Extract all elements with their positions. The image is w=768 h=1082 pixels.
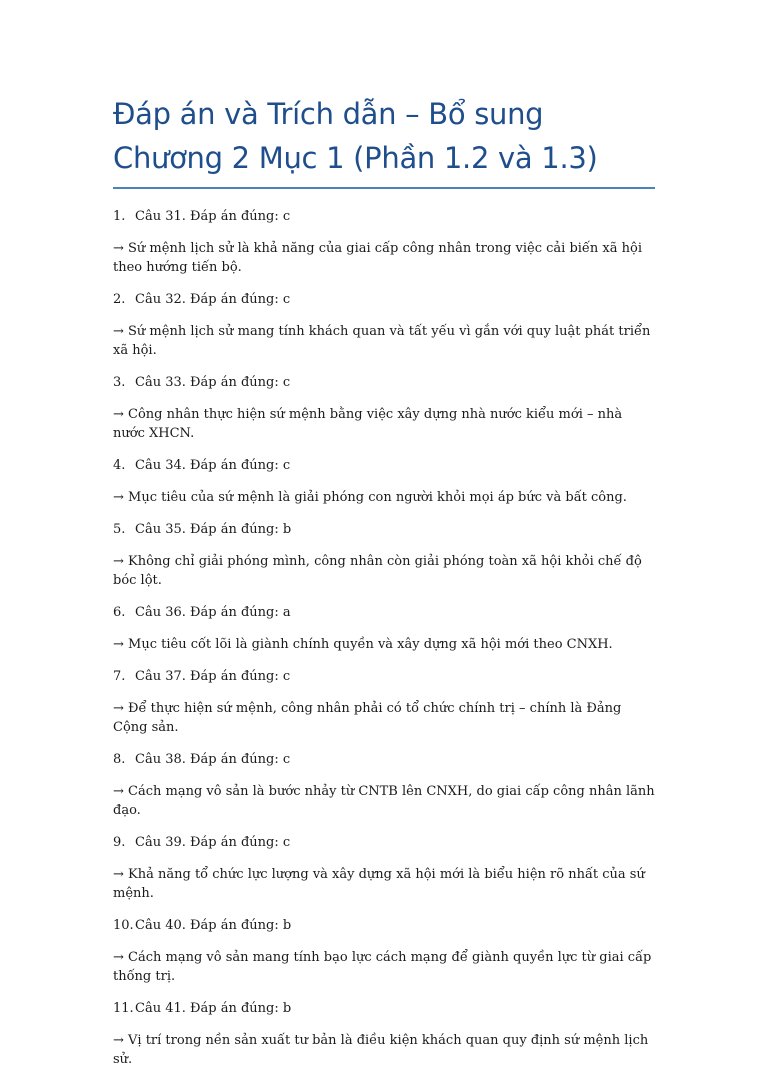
answer-item bbox=[113, 373, 655, 392]
answer-citation: → Khả năng tổ chức lực lượng và xây dựng xã hội mới là biểu hiện rõ nhất của sứ mệnh. bbox=[113, 867, 645, 901]
answer-item bbox=[113, 603, 655, 622]
answer-citation: → Công nhân thực hiện sứ mệnh bằng việc xây dựng nhà nước kiểu mới – nhà nước XHCN. bbox=[113, 407, 623, 441]
answer-number: 7. bbox=[113, 669, 126, 684]
answer-citation: → Vị trí trong nền sản xuất tư bản là điều kiện khách quan quy định sứ mệnh lịch sử. bbox=[113, 1033, 649, 1067]
answer-citation: → Sứ mệnh lịch sử là khả năng của giai cấp công nhân trong việc cải biến xã hội theo hướng tiến bộ. bbox=[113, 241, 643, 275]
document-title: Đáp án và Trích dẫn – Bổ sung Chương 2 Mục 1 (Phần 1.2 và 1.3) bbox=[113, 97, 598, 175]
answer-number: 4. bbox=[113, 458, 126, 473]
answer-item bbox=[113, 520, 655, 539]
answer-number: 2. bbox=[113, 292, 126, 307]
answer-citation: → Để thực hiện sứ mệnh, công nhân phải có tổ chức chính trị – chính là Đảng Cộng sản. bbox=[113, 701, 622, 735]
answer-number: 5. bbox=[113, 522, 126, 537]
answer-question: Câu 31. Đáp án đúng: c bbox=[135, 209, 291, 224]
answer-citation: → Không chỉ giải phóng mình, công nhân còn giải phóng toàn xã hội khỏi chế độ bóc lột. bbox=[113, 554, 642, 588]
answer-number: 3. bbox=[113, 375, 126, 390]
answer-number: 8. bbox=[113, 752, 126, 767]
answer-citation: → Mục tiêu cốt lõi là giành chính quyền và xây dựng xã hội mới theo CNXH. bbox=[113, 637, 613, 652]
answer-question: Câu 37. Đáp án đúng: c bbox=[135, 669, 291, 684]
answer-number: 10. bbox=[113, 918, 134, 933]
answer-question: Câu 34. Đáp án đúng: c bbox=[135, 458, 291, 473]
answer-question: Câu 41. Đáp án đúng: b bbox=[135, 1001, 292, 1016]
answer-list bbox=[113, 207, 655, 1069]
answer-citation: → Cách mạng vô sản là bước nhảy từ CNTB lên CNXH, do giai cấp công nhân lãnh đạo. bbox=[113, 784, 655, 818]
title-underline bbox=[113, 187, 655, 189]
answer-question: Câu 39. Đáp án đúng: c bbox=[135, 835, 291, 850]
answer-question: Câu 40. Đáp án đúng: b bbox=[135, 918, 292, 933]
document-page bbox=[113, 92, 655, 1082]
answer-item bbox=[113, 290, 655, 309]
answer-item bbox=[113, 833, 655, 852]
answer-question: Câu 36. Đáp án đúng: a bbox=[135, 605, 291, 620]
answer-number: 1. bbox=[113, 209, 126, 224]
answer-item bbox=[113, 207, 655, 226]
answer-item bbox=[113, 456, 655, 475]
answer-number: 6. bbox=[113, 605, 126, 620]
answer-item bbox=[113, 750, 655, 769]
answer-citation: → Mục tiêu của sứ mệnh là giải phóng con người khỏi mọi áp bức và bất công. bbox=[113, 490, 627, 505]
answer-citation: → Sứ mệnh lịch sử mang tính khách quan và tất yếu vì gắn với quy luật phát triển xã hội. bbox=[113, 324, 651, 358]
answer-item bbox=[113, 916, 655, 935]
answer-item bbox=[113, 667, 655, 686]
answer-number: 11. bbox=[113, 1001, 134, 1016]
answer-question: Câu 32. Đáp án đúng: c bbox=[135, 292, 291, 307]
answer-citation: → Cách mạng vô sản mang tính bạo lực cách mạng để giành quyền lực từ giai cấp thống trị. bbox=[113, 950, 652, 984]
answer-question: Câu 38. Đáp án đúng: c bbox=[135, 752, 291, 767]
answer-question: Câu 33. Đáp án đúng: c bbox=[135, 375, 291, 390]
answer-question: Câu 35. Đáp án đúng: b bbox=[135, 522, 292, 537]
answer-number: 9. bbox=[113, 835, 126, 850]
answer-item bbox=[113, 999, 655, 1018]
